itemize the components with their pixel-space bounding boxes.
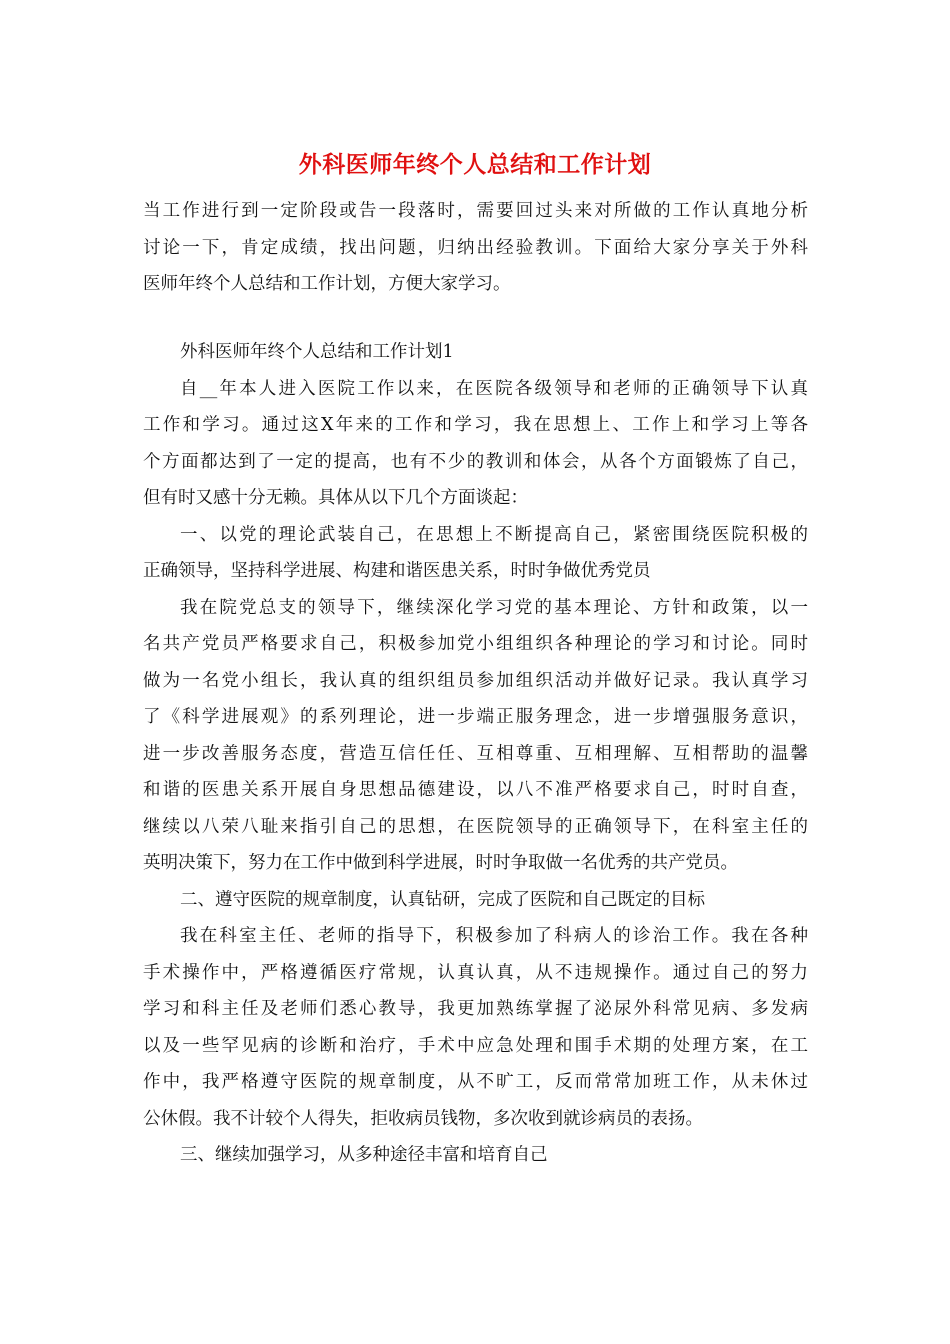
paragraph-line: 个方面都达到了一定的提高，也有不少的教训和体会，从各个方面锻炼了自己， bbox=[143, 451, 808, 472]
paragraph-line: 和谐的医患关系开展自身思想品德建设，以八不准严格要求自己，时时自查， bbox=[143, 780, 808, 800]
paragraph-line: 了《科学进展观》的系列理论，进一步端正服务理念，进一步增强服务意识， bbox=[143, 707, 808, 727]
point-heading: 二、遵守医院的规章制度，认真钻研，完成了医院和自己既定的目标 bbox=[180, 889, 705, 910]
paragraph-line: 以及一些罕见病的诊断和治疗，手术中应急处理和围手术期的处理方案，在工 bbox=[143, 1035, 808, 1056]
intro-line: 医师年终个人总结和工作计划，方便大家学习。 bbox=[143, 274, 511, 294]
paragraph-line: 工作和学习。通过这X年来的工作和学习，我在思想上、工作上和学习上等各 bbox=[143, 415, 808, 435]
paragraph-line: 作中，我严格遵守医院的规章制度，从不旷工，反而常常加班工作，从未休过 bbox=[143, 1072, 808, 1092]
point-heading: 一、以党的理论武装自己，在思想上不断提高自己，紧密围绕医院积极的 bbox=[180, 524, 808, 545]
section-heading: 外科医师年终个人总结和工作计划1 bbox=[180, 342, 454, 362]
paragraph-line: 我在科室主任、老师的指导下，积极参加了科病人的诊治工作。我在各种 bbox=[180, 926, 808, 946]
intro-line: 讨论一下，肯定成绩，找出问题，归纳出经验教训。下面给大家分享关于外科 bbox=[143, 237, 808, 258]
intro-paragraph bbox=[143, 193, 808, 303]
paragraph-line: 公休假。我不计较个人得失，拒收病员钱物，多次收到就诊病员的表扬。 bbox=[143, 1108, 703, 1129]
point-heading: 三、继续加强学习，从多种途径丰富和培育自己 bbox=[180, 1145, 548, 1165]
paragraph-line: 手术操作中，严格遵循医疗常规，认真认真，从不违规操作。通过自己的努力 bbox=[143, 962, 808, 983]
paragraph-line: 做为一名党小组长，我认真的组织组员参加组织活动并做好记录。我认真学习 bbox=[143, 670, 808, 691]
paragraph-line: 但有时又感十分无赖。具体从以下几个方面谈起： bbox=[143, 488, 528, 508]
paragraph-line: 自__年本人进入医院工作以来，在医院各级领导和老师的正确领导下认真 bbox=[180, 378, 808, 399]
paragraph-line: 英明决策下，努力在工作中做到科学进展，时时争取做一名优秀的共产党员。 bbox=[143, 853, 738, 873]
paragraph-line: 继续以八荣八耻来指引自己的思想，在医院领导的正确领导下，在科室主任的 bbox=[143, 816, 808, 837]
intro-line: 当工作进行到一定阶段或告一段落时，需要回过头来对所做的工作认真地分析 bbox=[143, 201, 808, 221]
paragraph-line: 我在院党总支的领导下，继续深化学习党的基本理论、方针和政策，以一 bbox=[180, 597, 808, 618]
main-content bbox=[143, 334, 808, 1174]
paragraph-line: 名共产党员严格要求自己，积极参加党小组组织各种理论的学习和讨论。同时 bbox=[143, 634, 808, 654]
point-heading: 正确领导，坚持科学进展、构建和谐医患关系，时时争做优秀党员 bbox=[143, 561, 651, 581]
document-title: 外科医师年终个人总结和工作计划 bbox=[298, 151, 652, 178]
paragraph-line: 学习和科主任及老师们悉心教导，我更加熟练掌握了泌尿外科常见病、多发病 bbox=[143, 999, 808, 1019]
paragraph-line: 进一步改善服务态度，营造互信任任、互相尊重、互相理解、互相帮助的温馨 bbox=[143, 743, 808, 764]
